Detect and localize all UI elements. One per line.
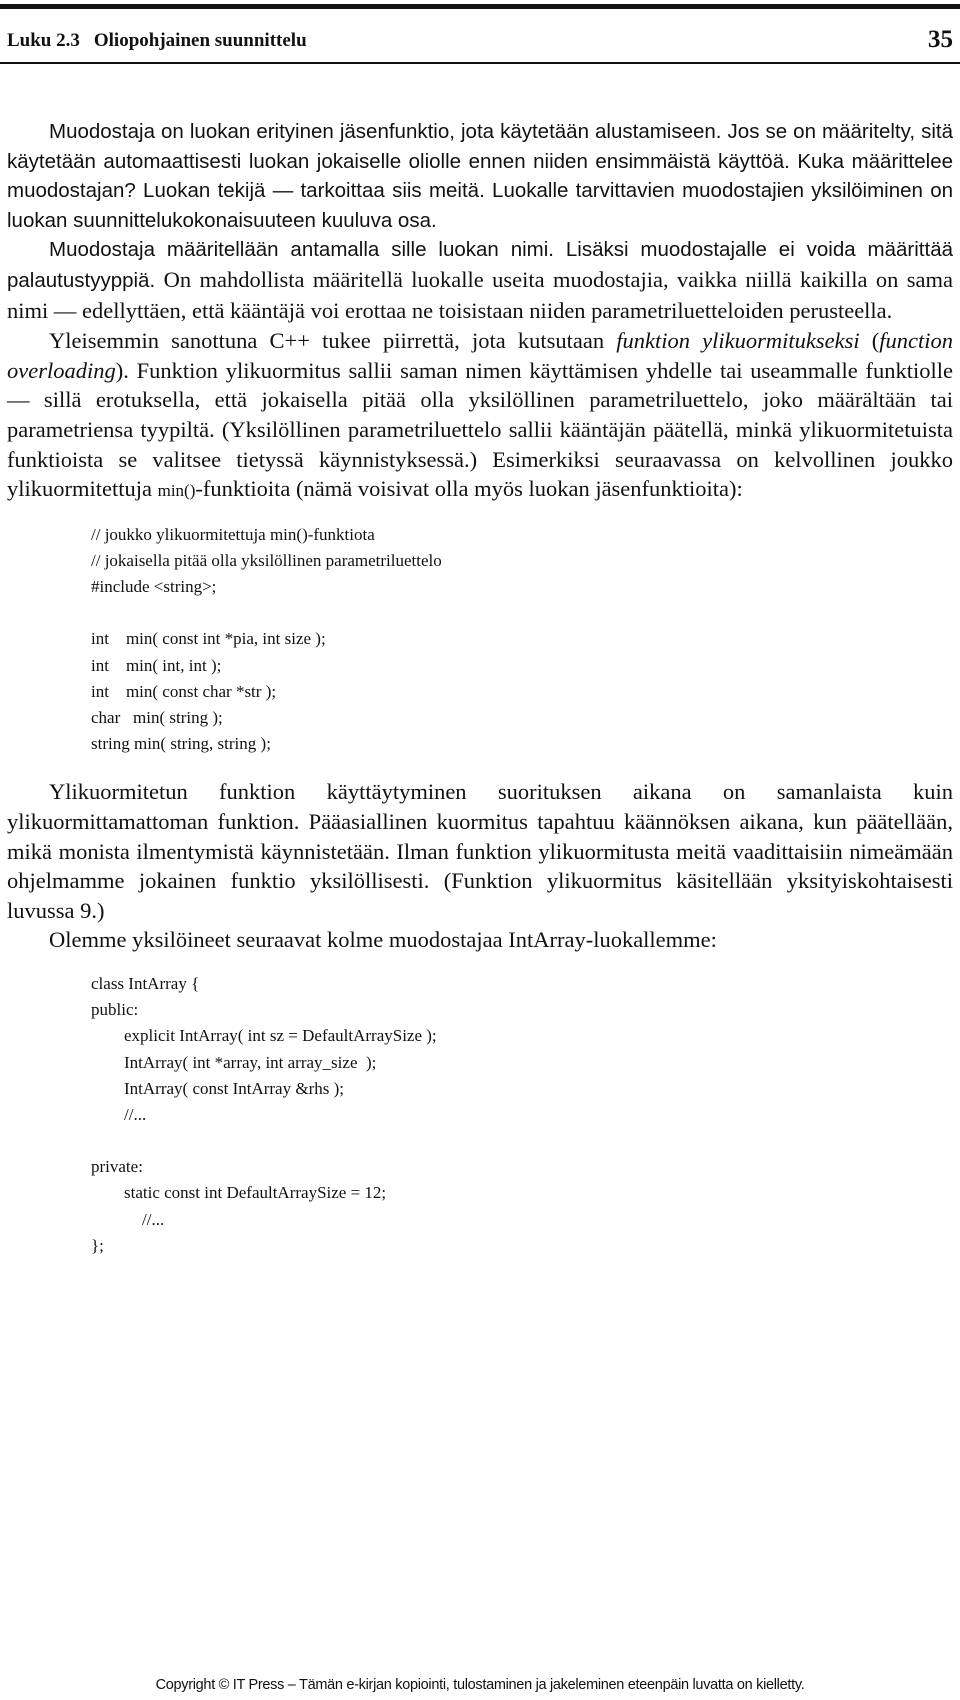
code-block-intarray <box>91 971 953 1259</box>
top-rule <box>0 4 960 9</box>
chapter-number: Luku 2.3 <box>7 30 80 51</box>
code-line: //... <box>142 1209 165 1229</box>
paragraph-constructor-name-a: Muodostaja määritellään antamalla sille luokan nimi. Lisäksi muodostajalle ei voida määrittää palautustyyppiä. <box>7 238 953 292</box>
code-blank-line <box>91 1128 953 1154</box>
page-number: 35 <box>928 26 953 53</box>
paragraph-constructor-intro: Muodostaja on luokan erityinen jäsenfunktio, jota käytetään alustamiseen. Jos se on määritelty, sitä käytetään automaattisesti luokan jokaiselle oliolle ennen niiden ensimmäistä käyttöä. Kuka määrittelee muodostajan? Luokan tekijä — tarkoittaa siis meitä. Luokalle tarvittavien muodostajien yksilöiminen on luokan suunnittelukokonaisuuteen kuuluva osa. <box>7 120 953 232</box>
page-header <box>7 24 953 64</box>
paragraph-constructor-name-b: On mahdollista määritellä luokalle useita muodostajia, vaikka niillä kaikilla on sama nimi — edellyttäen, että kääntäjä voi erottaa ne toisistaan niiden parametriluetteloiden perusteella. <box>7 266 953 323</box>
running-head <box>7 30 307 52</box>
paragraph-constructor-name <box>7 235 953 326</box>
code-line: public: <box>91 1000 139 1020</box>
code-line: static const int DefaultArraySize = 12; <box>124 1183 387 1203</box>
header-rule <box>0 62 960 64</box>
code-line: private: <box>91 1157 143 1177</box>
term-overloading-en: function overloading <box>7 328 953 383</box>
code-blank-line <box>91 600 953 626</box>
paragraph-overload-behaviour: Ylikuormitetun funktion käyttäytyminen suorituksen aikana on samanlaista kuin ylikuormittamattoman funktion. Pääasiallinen kuormitus tapahtuu käännöksen aikana, kun päätellään, mikä monista ilmentymistä käynnistetään. Ilman funktion ylikuormitusta meitä vaadittaisiin nimeämään ohjelmamme jokainen funktio yksilöllisesti. (Funktion ylikuormitus käsitellään yksityiskohtaisesti luvussa 9.) <box>7 779 953 923</box>
paragraph-overloading-d: -funktioita (nämä voisivat olla myös luokan jäsenfunktioita): <box>195 476 743 502</box>
code-line: int min( const int *pia, int size ); <box>91 629 326 649</box>
section-title: Oliopohjainen suunnittelu <box>93 30 307 51</box>
code-line: string min( string, string ); <box>91 734 271 754</box>
term-overloading-fi: funktion ylikuormitukseksi <box>616 328 860 354</box>
code-line: }; <box>91 1235 104 1255</box>
code-line: IntArray( int *array, int array_size ); <box>124 1052 377 1072</box>
code-line: int min( const char *str ); <box>91 681 277 701</box>
code-line: int min( int, int ); <box>91 655 222 675</box>
paragraph-overloading-b: ( <box>859 328 880 354</box>
page-body <box>7 117 953 1279</box>
paragraph-overloading <box>7 326 953 506</box>
paragraph-overloading-c: ). Funktion ylikuormitus sallii saman nimen käyttämisen yhdelle tai useammalle funktiolle — sillä erotuksella, että jokaisella pitää olla yksilöllinen parametriluettelo, joko määrältään tai parametriensa tyypiltä. (Yksilöllinen parametriluettelo sallii kääntäjän päätellä, minkä ylikuormitetuista funktioista se valitsee tietyssä käynnistyksessä.) Esimerkiksi seuraavassa on kelvollinen joukko ylikuormitettuja <box>7 357 953 502</box>
paragraph-intarray-intro: Olemme yksilöineet seuraavat kolme muodostajaa IntArray-luokallemme: <box>49 927 717 953</box>
code-line: // joukko ylikuormitettuja min()-funktiota <box>91 524 375 544</box>
code-line: // jokaisella pitää olla yksilöllinen parametriluettelo <box>91 550 442 570</box>
inline-code-min: min() <box>157 481 196 501</box>
copyright-footer: Copyright © IT Press – Tämän e-kirjan kopiointi, tulostaminen ja jakeleminen eteenpäin luvatta on kielletty. <box>155 1677 805 1693</box>
code-line: IntArray( const IntArray &rhs ); <box>124 1078 344 1098</box>
paragraph-overloading-a: Yleisemmin sanottuna C++ tukee piirrettä, jota kutsutaan <box>49 328 617 354</box>
code-block-min-overloads <box>91 522 953 758</box>
code-line: explicit IntArray( int sz = DefaultArraySize ); <box>124 1026 437 1046</box>
code-line: char min( string ); <box>91 707 223 727</box>
code-line: class IntArray { <box>91 973 200 993</box>
code-line: #include <string>; <box>91 577 217 597</box>
code-line: //... <box>124 1104 147 1124</box>
